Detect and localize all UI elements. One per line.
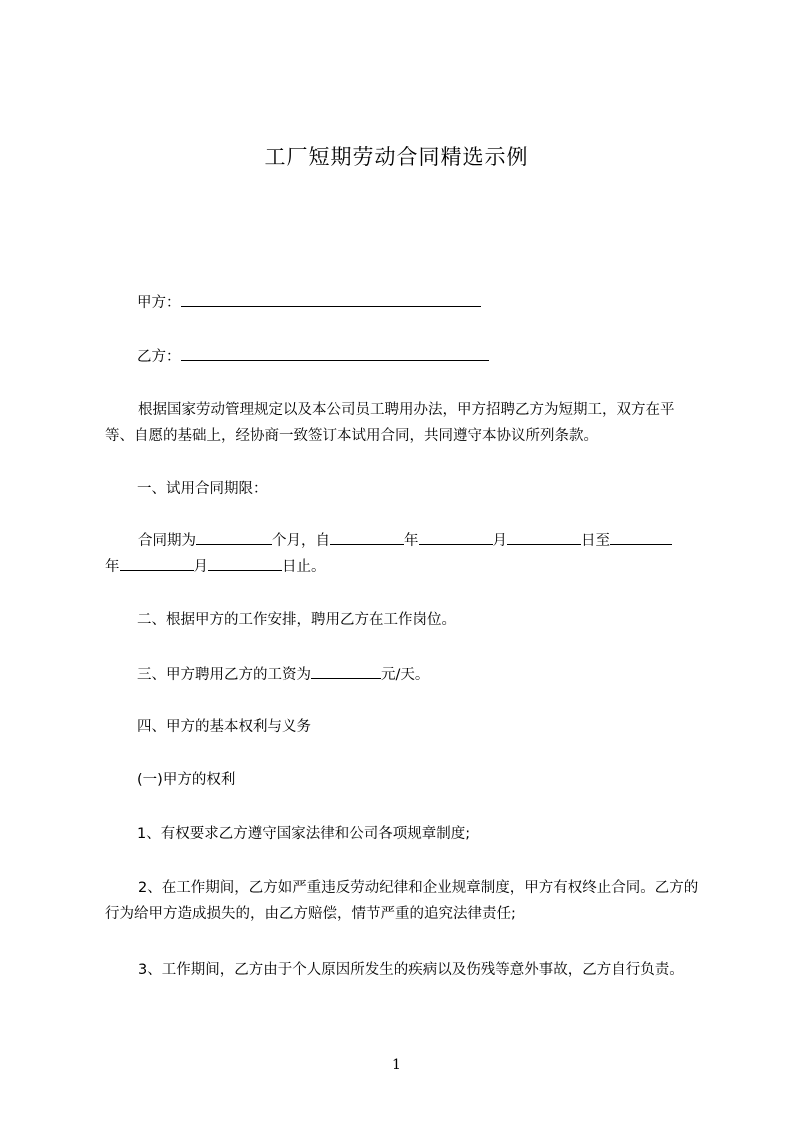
start-year-label: 年 [404,533,419,549]
salary-prefix: 三、甲方聘用乙方的工资为 [137,667,311,683]
party-b-blank[interactable] [181,346,489,361]
section3 [137,664,735,685]
start-month-label: 月 [492,533,507,549]
term-months-label: 个月，自 [272,533,330,549]
item1: 1、有权要求乙方遵守国家法律和公司各项规章制度; [137,826,471,842]
intro-paragraph: 根据国家劳动管理规定以及本公司员工聘用办法，甲方招聘乙方为短期工，双方在平等、自愿的基础上，经协商一致签订本试用合同，共同遵守本协议所列条款。 [105,402,675,444]
page-number: 1 [392,1057,401,1073]
end-month-blank[interactable] [120,556,194,571]
term-months-blank[interactable] [196,530,272,545]
start-month-blank[interactable] [419,530,493,545]
start-year-blank[interactable] [330,530,404,545]
party-a-line [137,292,735,313]
section2: 二、根据甲方的工作安排，聘用乙方在工作岗位。 [137,612,456,628]
end-day-blank[interactable] [208,556,282,571]
item3: 3、工作期间，乙方由于个人原因所发生的疾病以及伤残等意外事故，乙方自行负责。 [138,962,684,978]
day-to-label: 日至 [581,533,610,549]
section1-heading: 一、试用合同期限： [137,481,268,497]
item2: 2、在工作期间，乙方如严重违反劳动纪律和企业规章制度，甲方有权终止合同。乙方的行为给甲方造成损失的，由乙方赔偿，情节严重的追究法律责任; [105,880,699,922]
subsection1-heading: (一)甲方的权利 [137,772,236,788]
document-title: 工厂短期劳动合同精选示例 [264,145,529,169]
party-a-blank[interactable] [181,292,481,307]
end-label: 日止。 [282,559,326,575]
salary-blank[interactable] [311,664,381,679]
party-a-label: 甲方： [137,295,181,311]
section4-heading: 四、甲方的基本权利与义务 [137,719,311,735]
end-year-blank-part1[interactable] [610,530,672,545]
end-month-label: 月 [193,559,208,575]
party-b-label: 乙方： [137,349,181,365]
party-b-line [137,346,735,367]
start-day-blank[interactable] [507,530,581,545]
term-paragraph [105,528,703,580]
end-year-label: 年 [105,559,120,575]
term-prefix: 合同期为 [138,533,196,549]
salary-suffix: 元/天。 [381,667,430,683]
